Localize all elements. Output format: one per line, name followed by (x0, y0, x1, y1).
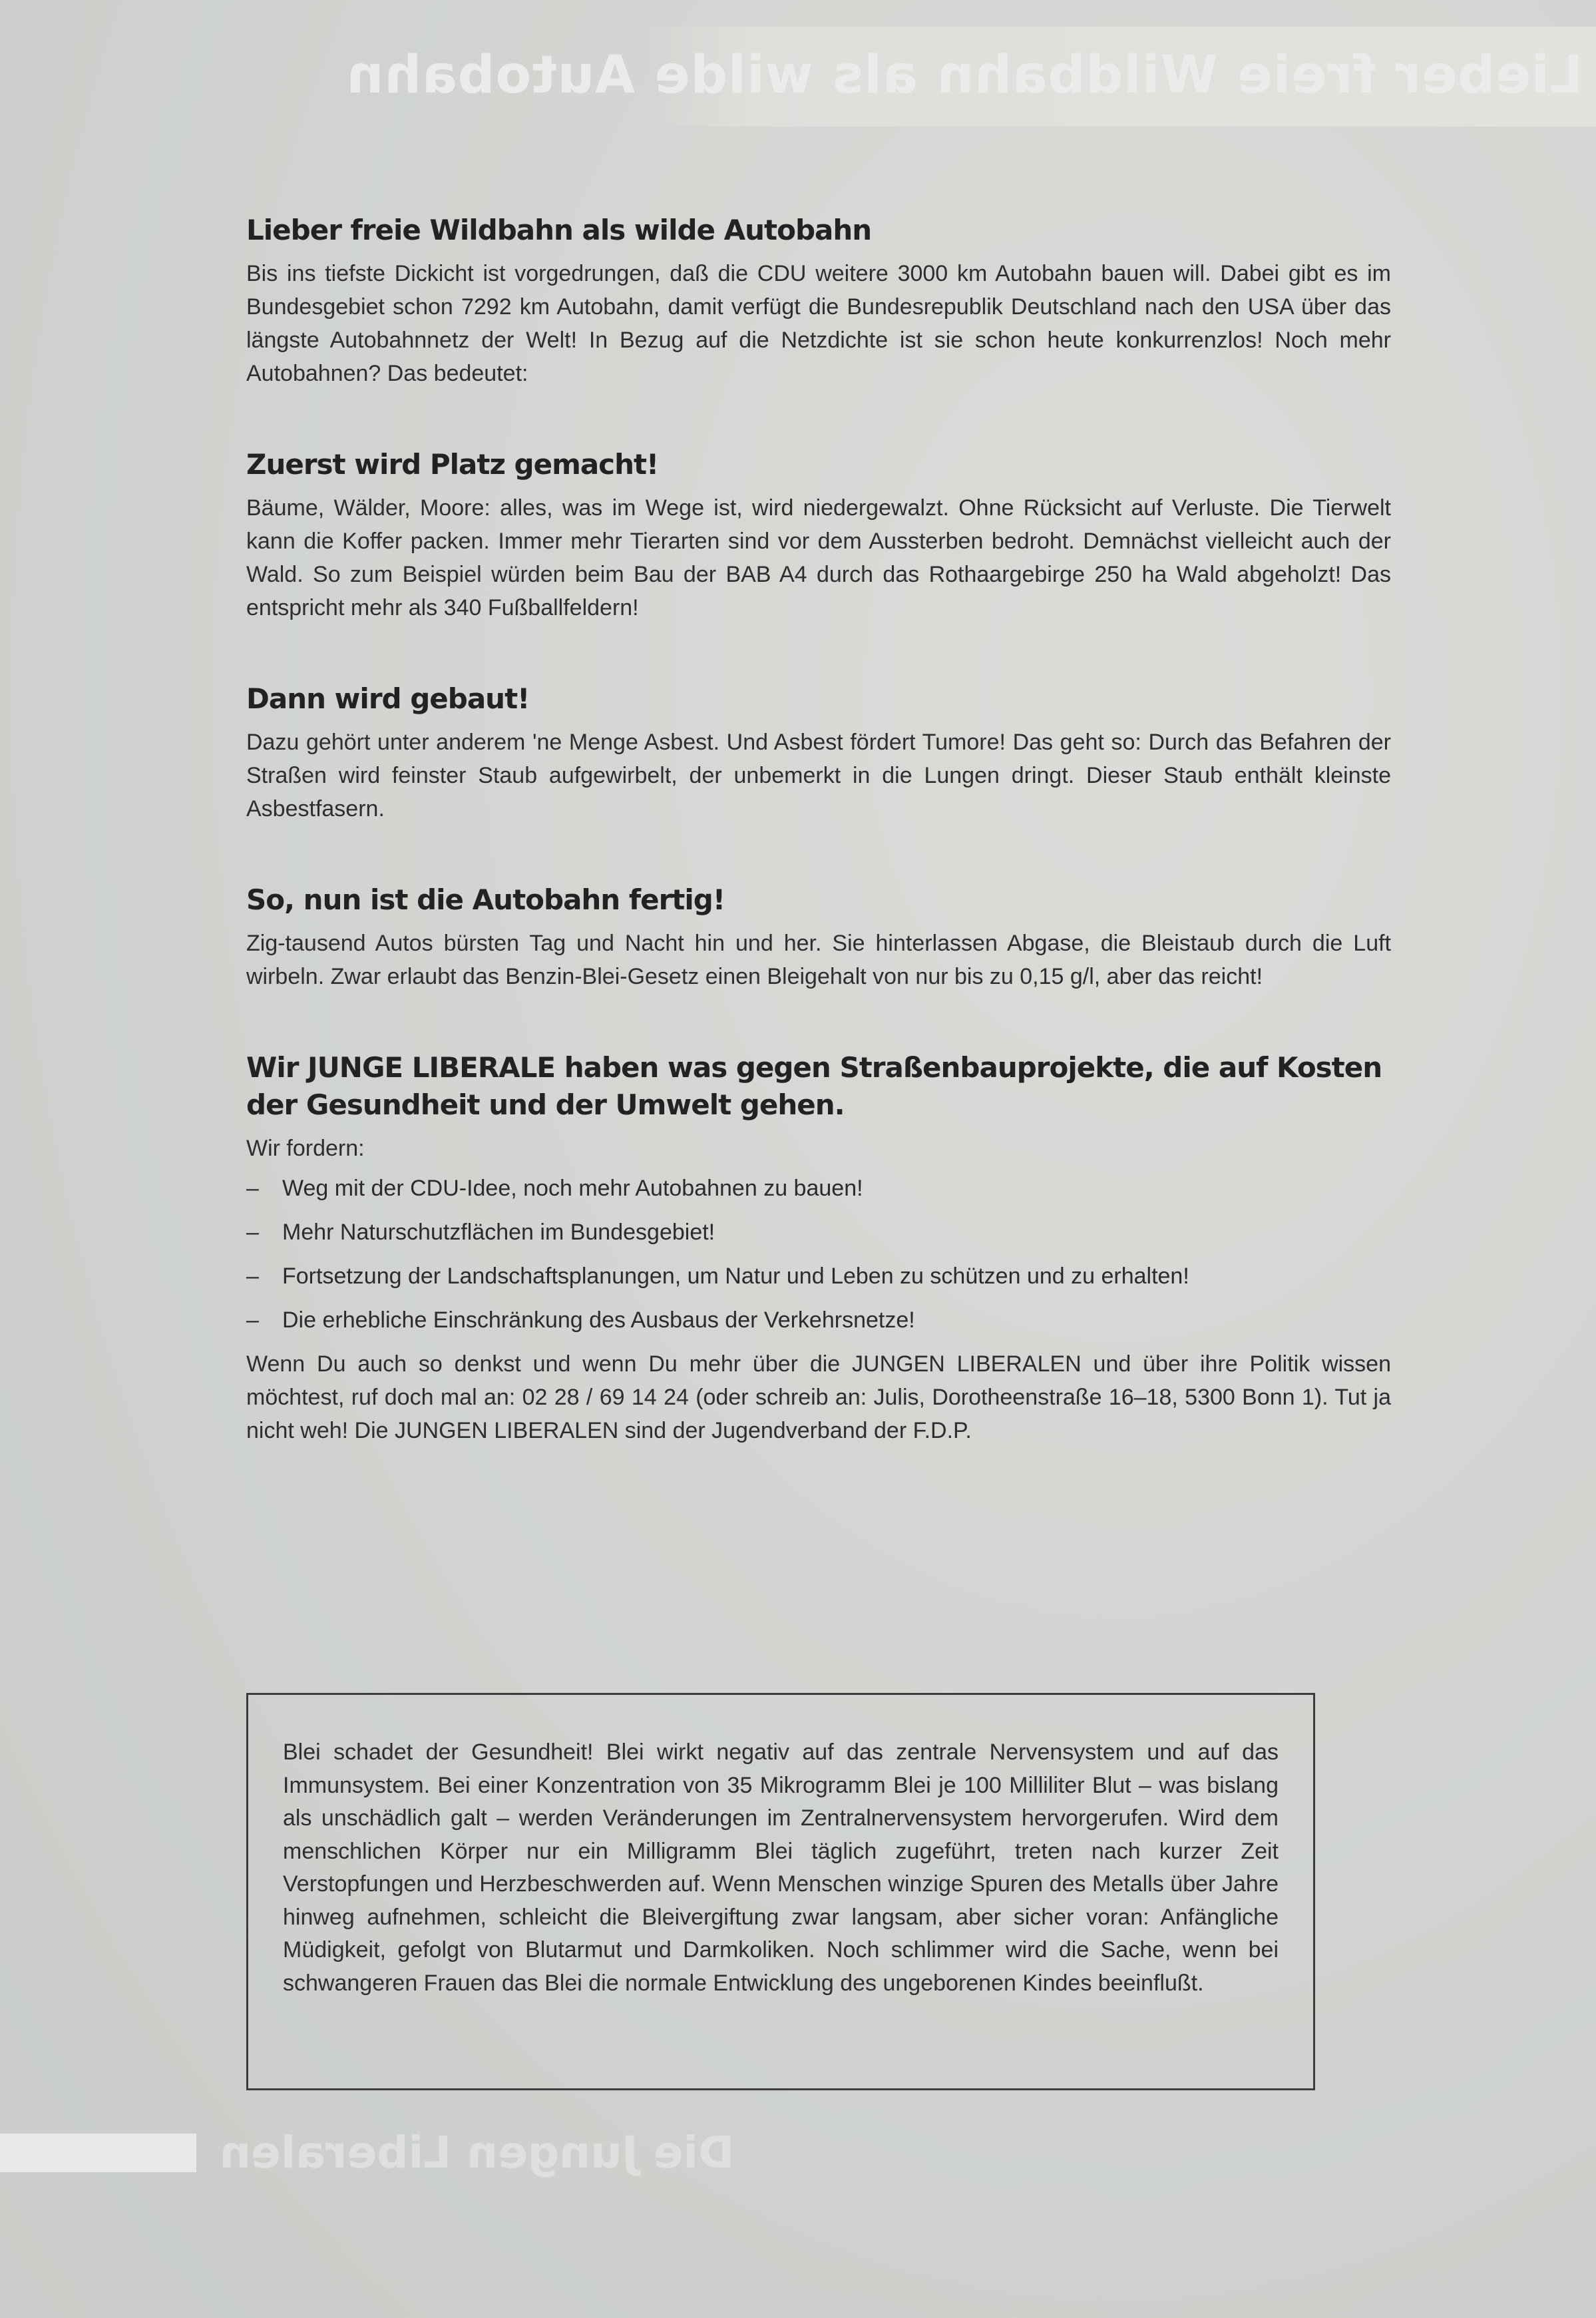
section-text: Bis ins tiefste Dickicht ist vorgedrungen, daß die CDU weitere 3000 km Autobahn bauen will. Dabei gibt es im Bundesgebiet schon 7292 km Autobahn, damit verfügt die Bundesrepublik Deutschland nach den USA über das längste Autobahnnetz der Welt! In Bezug auf die Netzdichte ist sie schon heute konkurrenzlos! Noch mehr Autobahnen? Das bedeutet: (246, 261, 1391, 386)
dash-marker: – (246, 1220, 259, 1245)
demands-list (246, 1172, 1391, 1337)
section-heading: Lieber freie Wildbahn als wilde Autobahn (246, 214, 872, 246)
list-item (246, 1303, 1391, 1337)
closing-text: Wenn Du auch so denkst und wenn Du mehr über die JUNGEN LIBERALEN und über ihre Politik wissen möchtest, ruf doch mal an: 02 28 / 69 14 24 (oder schreib an: Julis, Dorotheenstraße 16–18, 5300 Bonn 1). Tut ja nicht weh! Die JUNGEN LIBERALEN sind der Jugendverband der F.D.P. (246, 1351, 1391, 1443)
demands-intro: Wir fordern: (246, 1136, 365, 1161)
info-box (246, 1693, 1315, 2090)
section-text: Bäume, Wälder, Moore: alles, was im Wege ist, wird niedergewalzt. Ohne Rücksicht auf Verluste. Die Tierwelt kann die Koffer packen. Immer mehr Tierarten sind vor dem Aussterben bedroht. Demnächst vielleicht auch der Wald. So zum Beispiel würden beim Bau der BAB A4 durch das Rothaargebirge 250 ha Wald abgeholzt! Das entspricht mehr als 340 Fußballfeldern! (246, 495, 1391, 620)
article-body (246, 212, 1391, 1447)
section-text: Zig-tausend Autos bürsten Tag und Nacht hin und her. Sie hinterlassen Abgase, die Bleistaub durch die Luft wirbeln. Zwar erlaubt das Benzin-Blei-Gesetz einen Bleigehalt von nur bis zu 0,15 g/l, aber das reicht! (246, 931, 1391, 989)
list-item (246, 1260, 1391, 1293)
footer-bar (0, 2134, 196, 2172)
list-item-text: Fortsetzung der Landschaftsplanungen, um Natur und Leben zu schützen und zu erhalten! (282, 1264, 1189, 1289)
list-item (246, 1172, 1391, 1205)
list-item (246, 1216, 1391, 1249)
section-text: Dazu gehört unter anderem 'ne Menge Asbest. Und Asbest fördert Tumore! Das geht so: Durch das Befahren der Straßen wird feinster Staub aufgewirbelt, der unbemerkt in die Lungen dringt. Dieser Staub enthält kleinste Asbestfasern. (246, 730, 1391, 821)
dash-marker: – (246, 1176, 259, 1201)
section-heading: So, nun ist die Autobahn fertig! (246, 883, 725, 916)
section-heading: Zuerst wird Platz gemacht! (246, 448, 659, 481)
mirrored-title-watermark (345, 27, 1596, 126)
watermark-bottom-text: Die Jungen Liberalen (220, 2127, 735, 2178)
info-box-text: Blei schadet der Gesundheit! Blei wirkt negativ auf das zentrale Nervensystem und auf das Immunsystem. Bei einer Konzentration von 35 Mikrogramm Blei je 100 Milliliter Blut – was bislang als unschädlich galt – werden Veränderungen im Zentralnervensystem hervorgerufen. Wird dem menschlichen Körper nur ein Milligramm Blei täglich zugeführt, treten nach kurzer Zeit Verstopfungen und Herzbeschwerden auf. Wenn Menschen winzige Spuren des Metalls über Jahre hinweg aufnehmen, schleicht die Bleivergiftung zwar langsam, aber sicher voran: Anfängliche Müdigkeit, gefolgt von Blutarmut und Darmkoliken. Noch schlimmer wird die Sache, wenn bei schwangeren Frauen das Blei die normale Entwicklung des ungeborenen Kindes beeinflußt. (283, 1739, 1279, 1996)
list-item-text: Weg mit der CDU-Idee, noch mehr Autobahnen zu bauen! (282, 1176, 863, 1201)
demands-heading: Wir JUNGE LIBERALE haben was gegen Straßenbauprojekte, die auf Kosten der Gesundheit und der Umwelt gehen. (246, 1051, 1382, 1121)
dash-marker: – (246, 1264, 259, 1289)
section-heading: Dann wird gebaut! (246, 682, 530, 715)
list-item-text: Mehr Naturschutzflächen im Bundesgebiet! (282, 1220, 715, 1245)
list-item-text: Die erhebliche Einschränkung des Ausbaus der Verkehrsnetze! (282, 1307, 915, 1333)
watermark-top-text: Lieber freie Wildbahn als wilde Autobahn (345, 45, 1583, 105)
dash-marker: – (246, 1307, 259, 1333)
